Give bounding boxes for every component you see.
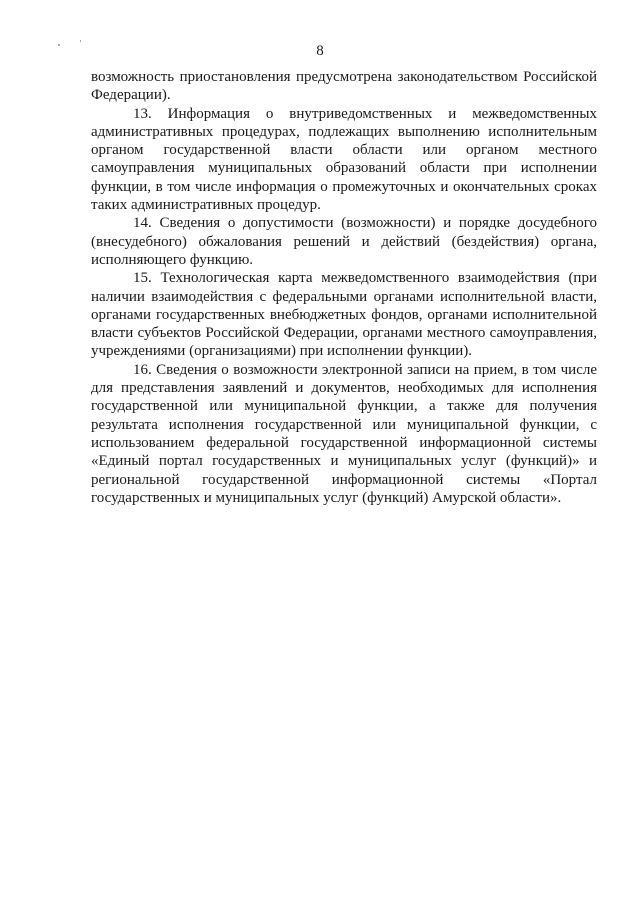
- paragraph-15: 15. Технологическая карта межведомственного взаимодействия (при наличии взаимодействия с федеральными органами исполнительной власти, органами государственных внебюджетных фондов, органами исполнительной власти субъектов Российской Федерации, органами местного самоуправления, учреждениями (организациями) при исполнении функции).: [91, 270, 597, 360]
- paragraph-13: 13. Информация о внутриведомственных и межведомственных административных процедурах, подлежащих выполнению исполнительным органом государственной власти области или органом местного самоуправления муниципальных образований области при исполнении функции, в том числе информация о промежуточных и окончательных сроках таких административных процедур.: [91, 105, 597, 214]
- document-body: [91, 68, 597, 507]
- paragraph-continuation: возможность приостановления предусмотрена законодательством Российской Федерации).: [91, 69, 597, 104]
- paragraph-14: 14. Сведения о допустимости (возможности) и порядке досудебного (внесудебного) обжалования решений и действий (бездействия) органа, исполняющего функцию.: [91, 215, 597, 268]
- page-number: 8: [316, 43, 324, 59]
- paragraph-16: 16. Сведения о возможности электронной записи на прием, в том числе для представления заявлений и документов, необходимых для исполнения государственной или муниципальной функции, а также для получения результата исполнения государственной или муниципальной функции, с использованием федеральной государственной информационной системы «Единый портал государственных и муниципальных услуг (функций)» и региональной государственной информационной системы «Портал государственных и муниципальных услуг (функций) Амурской области».: [91, 361, 597, 506]
